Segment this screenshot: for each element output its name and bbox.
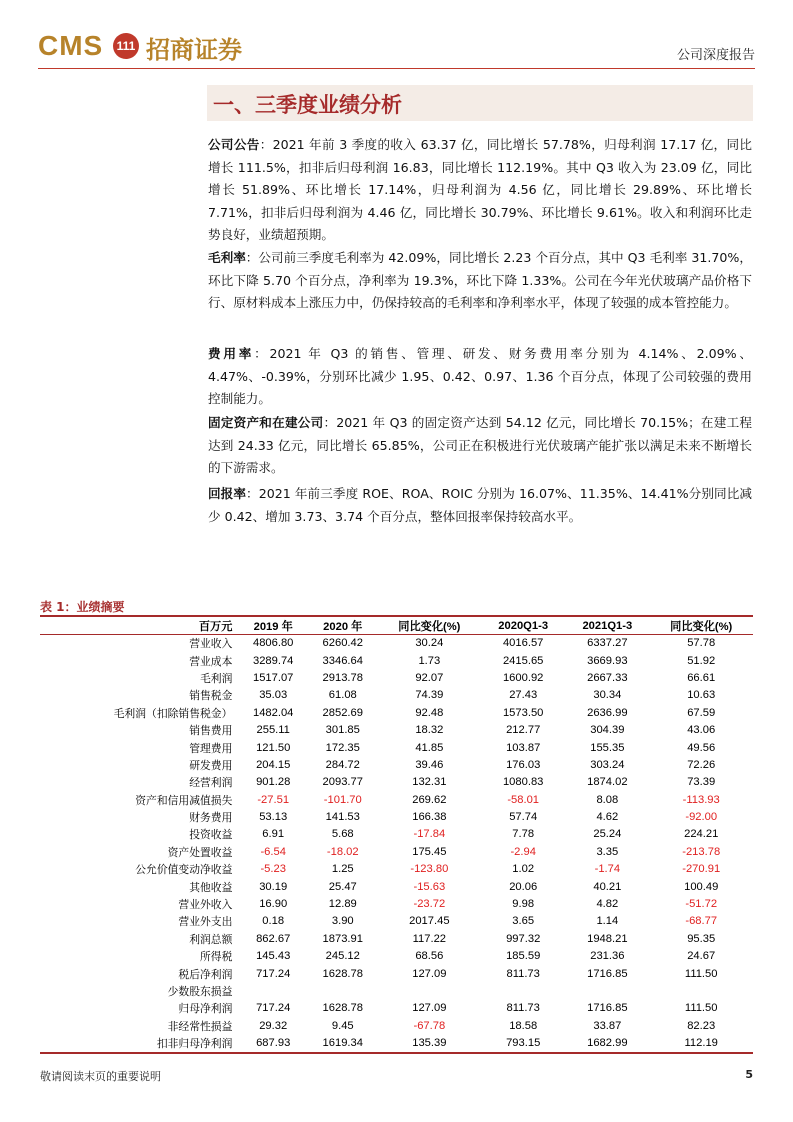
table-cell: 95.35 [687, 932, 716, 945]
table-cell: 303.24 [590, 758, 625, 771]
table-cell: 111.50 [684, 1002, 718, 1015]
table-cell: 82.23 [687, 1019, 716, 1032]
paragraph-lead: 公司公告 [208, 137, 260, 152]
table-cell: 6260.42 [322, 637, 363, 650]
column-header: 百万元 [40, 616, 238, 635]
column-header: 2020 年 [308, 616, 378, 635]
paragraph-expense-ratio [208, 343, 752, 411]
document-type: 公司深度报告 [676, 48, 755, 63]
table-cell: 103.87 [506, 741, 541, 754]
table-cell: 112.19 [649, 1035, 753, 1053]
table-row [40, 1018, 753, 1035]
table-cell: 166.38 [412, 811, 447, 824]
table-cell: 92.48 [415, 706, 444, 719]
table-cell: -213.78 [682, 845, 721, 858]
brand-logo-icon: 111 [113, 33, 139, 59]
paragraph-lead: 费用率 [208, 346, 255, 361]
row-label: 营业外支出 [178, 915, 233, 929]
table-row [40, 687, 753, 704]
table-cell: -6.54 [260, 845, 286, 858]
table-cell: -17.84 [413, 828, 446, 841]
table-body [40, 635, 753, 1054]
paragraph-announcement [208, 134, 752, 247]
table-cell: 1482.04 [252, 706, 294, 719]
column-header: 2021Q1-3 [565, 616, 649, 635]
table-cell: 2636.99 [587, 706, 628, 719]
table-row [40, 844, 753, 861]
column-header: 2020Q1-3 [481, 616, 565, 635]
table-cell: 172.35 [325, 741, 360, 754]
table-row [40, 931, 753, 948]
table-cell: 127.09 [412, 967, 447, 980]
row-label: 毛利润 [200, 671, 233, 685]
row-label: 非经常性损益 [167, 1019, 233, 1033]
table-cell: 9.45 [331, 1019, 354, 1032]
table-cell: 3289.74 [252, 654, 294, 667]
table-cell: 301.85 [325, 724, 360, 737]
row-label: 少数股东损益 [167, 985, 233, 998]
table-cell: 25.47 [328, 880, 357, 893]
table-cell: 3.90 [331, 915, 354, 928]
table-cell: 1.14 [596, 915, 619, 928]
table-cell: -58.01 [507, 793, 540, 806]
table-cell: 2093.77 [322, 776, 363, 789]
table-cell [565, 983, 649, 1000]
table-cell: 51.92 [687, 654, 716, 667]
table-cell: 2913.78 [322, 671, 363, 684]
table-cell: 304.39 [590, 724, 625, 737]
paragraph-lead: 毛利率 [208, 250, 246, 265]
table-cell: 30.24 [415, 637, 444, 650]
table-row [40, 948, 753, 965]
table-cell: 74.39 [415, 689, 444, 702]
paragraph-lead: 回报率 [208, 486, 247, 501]
table-cell: 4.82 [596, 898, 619, 911]
brand-name-cn: 招商证券 [146, 35, 242, 64]
table-cell: 2017.45 [409, 915, 450, 928]
table-cell: 717.24 [256, 967, 291, 980]
table-cell: -51.72 [685, 898, 718, 911]
table-cell: 145.43 [256, 950, 291, 963]
table-cell: 10.63 [687, 689, 716, 702]
table-cell: -67.78 [413, 1019, 446, 1032]
table-cell: 121.50 [256, 741, 291, 754]
table-cell: -113.93 [682, 793, 720, 806]
table-cell: 269.62 [412, 793, 447, 806]
row-label: 销售费用 [189, 724, 233, 738]
table-cell: 0.18 [262, 915, 285, 928]
table-row [40, 635, 753, 653]
table-caption: 表 1：业绩摘要 [40, 600, 125, 614]
section-title: 一、三季度业绩分析 [213, 93, 402, 117]
table-cell: 2415.65 [502, 654, 544, 667]
table-cell: 7.78 [512, 828, 535, 841]
table-cell: 43.06 [687, 724, 716, 737]
paragraph-text: ：2021 年 Q3 的固定资产达到 54.12 亿元，同比增长 70.15%；在建工程达到 24.33 亿元，同比增长 65.85%，公司正在积极进行光伏玻璃产能扩张以满足未来不断增长的下游需求。 [208, 415, 752, 476]
row-label: 财务费用 [189, 811, 233, 825]
paragraph-lead: 固定资产和在建公司 [208, 415, 324, 430]
table-cell: 997.32 [506, 932, 541, 945]
table-cell: 132.31 [412, 776, 447, 789]
table-row [40, 670, 753, 687]
table-cell: -2.94 [510, 845, 536, 858]
table-cell: 3.35 [596, 845, 619, 858]
row-label: 营业收入 [189, 637, 233, 651]
table-cell: 72.26 [687, 758, 716, 771]
table-cell [649, 983, 753, 1000]
table-cell: 3669.93 [587, 654, 628, 667]
row-label: 公允价值变动净收益 [135, 863, 233, 877]
table-cell: 811.73 [506, 967, 540, 980]
paragraph-text: ：2021 年前三季度 ROE、ROA、ROIC 分别为 16.07%、11.35%、14.41%分别同比减少 0.42、增加 3.73、3.74 个百分点，整体回报率保持较高水平。 [208, 486, 752, 524]
table-cell [308, 983, 378, 1000]
row-label: 利润总额 [189, 932, 233, 946]
row-label: 经营利润 [189, 776, 233, 790]
table-cell: 100.49 [684, 880, 719, 893]
table-row [40, 826, 753, 843]
table-cell: -123.80 [410, 863, 449, 876]
table-cell: 5.68 [331, 828, 354, 841]
row-label: 税后净利润 [178, 967, 233, 981]
table-cell: -1.74 [594, 863, 621, 876]
table-cell: 18.58 [509, 1019, 538, 1032]
table-cell: 111.50 [684, 967, 718, 980]
table-cell: 4.62 [596, 811, 619, 824]
table-header-row [40, 616, 753, 635]
column-header: 2019 年 [238, 616, 308, 635]
table-cell: 793.15 [481, 1035, 565, 1053]
table-cell: 27.43 [509, 689, 538, 702]
table-row [40, 1035, 753, 1053]
table-row [40, 739, 753, 756]
table-cell: -270.91 [682, 863, 721, 876]
table-cell: 35.03 [259, 689, 288, 702]
table-cell: 4016.57 [502, 637, 544, 650]
row-label: 扣非归母净利润 [40, 1035, 238, 1053]
table-cell [238, 983, 308, 1000]
table-cell: 30.34 [593, 689, 622, 702]
table-cell: 1873.91 [322, 932, 363, 945]
table-cell: -68.77 [685, 915, 718, 928]
table-cell: 57.78 [687, 637, 716, 650]
row-label: 营业成本 [189, 654, 233, 668]
table-cell: 135.39 [378, 1035, 482, 1053]
table-cell: 1517.07 [252, 671, 294, 684]
row-label: 管理费用 [189, 741, 233, 755]
table-row [40, 861, 753, 878]
table-cell: 1628.78 [322, 1002, 363, 1015]
table-cell: 117.22 [412, 932, 447, 945]
table-row [40, 809, 753, 826]
paragraph-fixed-assets [208, 412, 752, 480]
table-cell: 141.53 [325, 811, 360, 824]
table-row [40, 878, 753, 895]
table-cell: 73.39 [687, 776, 716, 789]
table-cell: 127.09 [412, 1002, 447, 1015]
table-cell: 20.06 [509, 880, 538, 893]
table-cell: 66.61 [687, 671, 716, 684]
table-cell: -5.23 [260, 863, 286, 876]
paragraph-text: ：2021 年 Q3 的销售、管理、研发、财务费用率分别为 4.14%、2.09%、4.47%、-0.39%，分别环比减少 1.95、0.42、0.97、1.36 个百分点，体现了公司较强的费用控制能力。 [208, 346, 753, 407]
table-cell: -92.00 [685, 811, 718, 824]
row-label: 营业外收入 [178, 898, 233, 912]
table-cell: 717.24 [256, 1002, 291, 1015]
row-label: 所得税 [200, 950, 233, 964]
page-number: 5 [745, 1068, 753, 1081]
table-cell: -15.63 [413, 880, 446, 893]
table-cell: 862.67 [256, 932, 291, 945]
table-row [40, 722, 753, 739]
table-cell: 185.59 [506, 950, 541, 963]
row-label: 研发费用 [189, 758, 233, 772]
table-cell: 2852.69 [322, 706, 363, 719]
table-cell: 16.90 [259, 898, 288, 911]
table-cell: -23.72 [413, 898, 446, 911]
table-cell: 1080.83 [502, 776, 544, 789]
section-title-bar [207, 85, 753, 121]
table-cell: 687.93 [238, 1035, 308, 1053]
table-cell: 176.03 [506, 758, 541, 771]
table-cell: 1619.34 [308, 1035, 378, 1053]
row-label: 投资收益 [189, 828, 233, 842]
table-cell: 212.77 [506, 724, 541, 737]
table-cell: 39.46 [415, 758, 444, 771]
table-row [40, 983, 753, 1000]
table-cell: 901.28 [256, 776, 291, 789]
column-header: 同比变化(%) [649, 616, 753, 635]
table-cell: 18.32 [415, 724, 444, 737]
table-cell: 8.08 [596, 793, 619, 806]
table-cell [481, 983, 565, 1000]
table-row [40, 757, 753, 774]
table-cell: 1716.85 [587, 967, 628, 980]
table-cell: 25.24 [593, 828, 622, 841]
table-cell: 6337.27 [587, 637, 628, 650]
table-cell: 1.25 [331, 863, 354, 876]
table-cell: 255.11 [256, 724, 290, 737]
table-cell: 1874.02 [587, 776, 628, 789]
table-cell: 1.73 [418, 654, 441, 667]
table-cell: 40.21 [593, 880, 622, 893]
table-cell: 284.72 [325, 758, 360, 771]
table-cell: 61.08 [328, 689, 357, 702]
table-cell: 224.21 [684, 828, 719, 841]
table-row [40, 792, 753, 809]
table-cell: 12.89 [328, 898, 357, 911]
table-cell: 245.12 [325, 950, 360, 963]
brand-logo-text: CMS [38, 30, 104, 61]
table-cell: 2667.33 [587, 671, 628, 684]
table-cell: -101.70 [323, 793, 362, 806]
table-cell: 1948.21 [587, 932, 628, 945]
table-cell: 811.73 [506, 1002, 540, 1015]
footer-note: 敬请阅读末页的重要说明 [40, 1070, 161, 1083]
row-label: 其他收益 [189, 880, 233, 894]
table-row [40, 896, 753, 913]
table-row [40, 1000, 753, 1017]
table-cell: 68.56 [415, 950, 444, 963]
paragraph-text: ：2021 年前 3 季度的收入 63.37 亿，同比增长 57.78%，归母利润 17.17 亿，同比增长 111.5%，扣非后归母利润 16.83，同比增长 112.19%。其中 Q3 收入为 23.09 亿，同比增长 51.89%、环比增长 17.14%，归母利润为 4.56 亿，同比增长 29.89%、环比增长 7.71%，扣非后归母利润为 4.46 亿，同比增长 30.79%、环比增长 9.61%。收入和利润环比走势良好，业绩超预期。 [208, 137, 752, 243]
column-header: 同比变化(%) [378, 616, 482, 635]
row-label: 资产处置收益 [167, 845, 233, 859]
table-cell: 1.02 [512, 863, 535, 876]
table-cell [378, 983, 482, 1000]
row-label: 销售税金 [189, 689, 233, 703]
table-cell: 49.56 [687, 741, 716, 754]
table-cell: 3346.64 [322, 654, 363, 667]
table-cell: 1600.92 [502, 671, 544, 684]
table-row [40, 652, 753, 669]
performance-summary-table [40, 615, 753, 1054]
table-cell: 1716.85 [587, 1002, 628, 1015]
paragraph-text: ：公司前三季度毛利率为 42.09%，同比增长 2.23 个百分点，其中 Q3 毛利率 31.70%，环比下降 5.70 个百分点，净利率为 19.3%，环比下降 1.33%。公司在今年光伏玻璃产品价格下行、原材料成本上涨压力中，仍保持较高的毛利率和净利率水平，体现了较强的成本管控能力。 [208, 250, 752, 311]
page-header [38, 28, 755, 68]
table-cell: 1628.78 [322, 967, 363, 980]
table-cell: 204.15 [256, 758, 291, 771]
table-cell: 231.36 [590, 950, 625, 963]
paragraph-gross-margin [208, 247, 752, 315]
table-cell: 4806.80 [252, 637, 294, 650]
table-cell: 41.85 [415, 741, 444, 754]
header-divider [38, 68, 755, 69]
table-cell: 9.98 [512, 898, 535, 911]
table-cell: -18.02 [326, 845, 359, 858]
table-cell: 30.19 [259, 880, 288, 893]
table-row [40, 705, 753, 722]
row-label: 归母净利润 [178, 1002, 233, 1016]
table-cell: -27.51 [257, 793, 290, 806]
paragraph-return-rate [208, 483, 752, 528]
table-cell: 155.35 [590, 741, 625, 754]
table-cell: 175.45 [412, 845, 447, 858]
table-cell: 1573.50 [502, 706, 544, 719]
table-row [40, 965, 753, 982]
table-cell: 1682.99 [565, 1035, 649, 1053]
table-cell: 92.07 [415, 671, 444, 684]
table-cell: 57.74 [509, 811, 538, 824]
row-label: 资产和信用减值损失 [135, 793, 233, 807]
table-cell: 24.67 [687, 950, 716, 963]
row-label: 毛利润（扣除销售税金） [113, 706, 233, 720]
table-cell: 53.13 [259, 811, 288, 824]
table-cell: 67.59 [687, 706, 716, 719]
table-cell: 29.32 [259, 1019, 288, 1032]
table-row [40, 913, 753, 930]
table-row [40, 774, 753, 791]
table-cell: 3.65 [512, 915, 535, 928]
table-cell: 6.91 [262, 828, 285, 841]
table-cell: 33.87 [593, 1019, 622, 1032]
